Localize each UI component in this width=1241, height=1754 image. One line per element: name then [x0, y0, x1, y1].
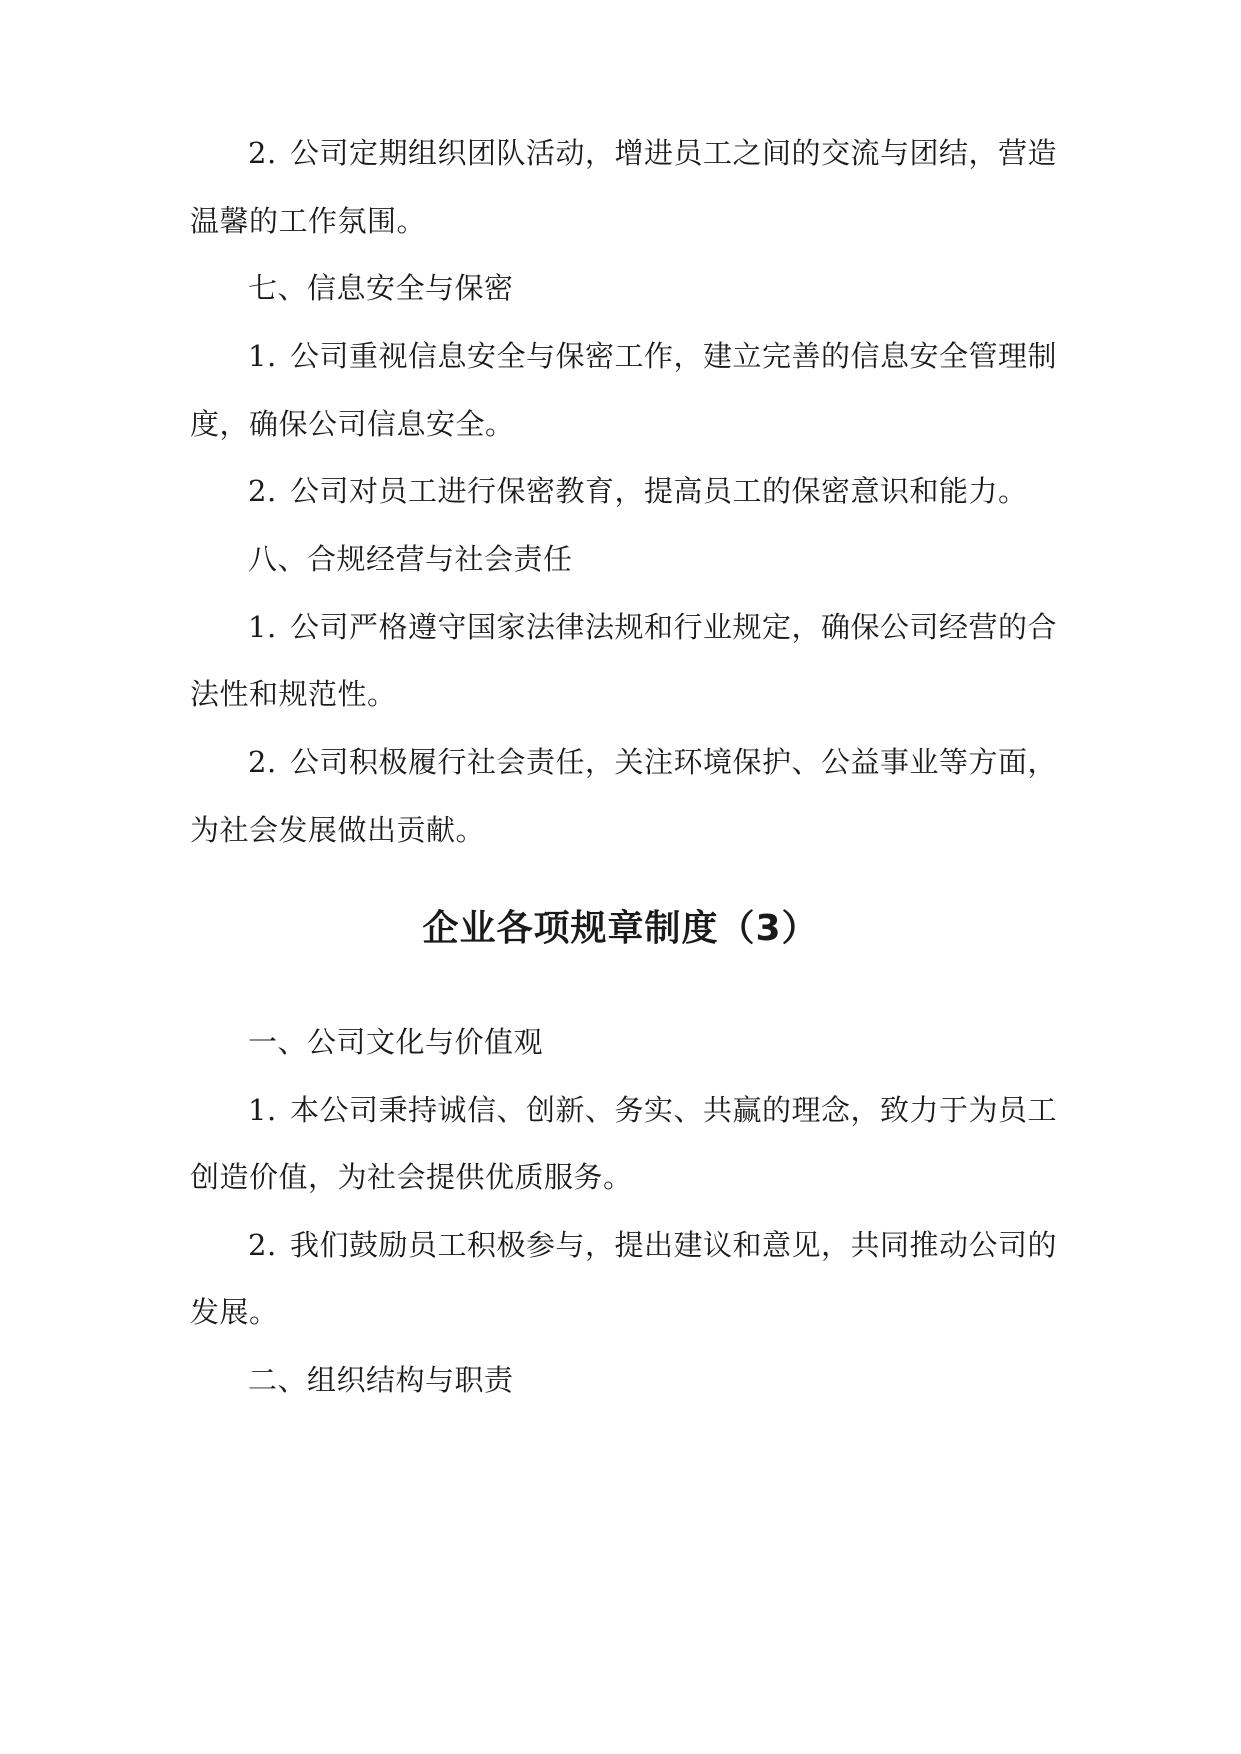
list-number: 1. — [248, 610, 277, 644]
document-title: 企业各项规章制度（3） — [422, 908, 819, 949]
paragraph-text: 公司定期组织团队活动，增进员工之间的交流与团结，营造 — [290, 136, 1058, 170]
paragraph-line: 发展。 — [190, 1295, 279, 1329]
list-number: 2. — [248, 745, 277, 779]
paragraph-line — [248, 607, 1058, 647]
paragraph-line — [248, 1225, 1058, 1265]
paragraph-text: 我们鼓励员工积极参与，提出建议和意见，共同推动公司的 — [290, 1228, 1058, 1262]
section-heading: 一、公司文化与价值观 — [248, 1025, 544, 1059]
paragraph-line: 温馨的工作氛围。 — [190, 204, 427, 238]
list-number: 2. — [248, 136, 277, 170]
paragraph-line: 度，确保公司信息安全。 — [190, 407, 515, 441]
list-number: 2. — [248, 474, 277, 508]
paragraph-text: 公司重视信息安全与保密工作，建立完善的信息安全管理制 — [290, 339, 1058, 373]
paragraph-line — [248, 336, 1058, 376]
paragraph-text: 公司对员工进行保密教育，提高员工的保密意识和能力。 — [290, 474, 1028, 508]
paragraph-line — [248, 1090, 1058, 1130]
list-number: 1. — [248, 1093, 277, 1127]
paragraph-line — [248, 742, 1058, 782]
paragraph-text: 公司严格遵守国家法律法规和行业规定，确保公司经营的合 — [290, 610, 1058, 644]
section-heading: 八、合规经营与社会责任 — [248, 542, 573, 576]
section-heading: 二、组织结构与职责 — [248, 1363, 514, 1397]
list-number: 2. — [248, 1228, 277, 1262]
paragraph-text: 公司积极履行社会责任，关注环境保护、公益事业等方面， — [290, 745, 1058, 779]
paragraph-line — [248, 133, 1058, 173]
paragraph-line: 创造价值，为社会提供优质服务。 — [190, 1160, 633, 1194]
paragraph-line: 为社会发展做出贡献。 — [190, 813, 486, 847]
section-heading: 七、信息安全与保密 — [248, 271, 514, 305]
paragraph-line — [248, 471, 1052, 511]
paragraph-text: 本公司秉持诚信、创新、务实、共赢的理念，致力于为员工 — [290, 1093, 1058, 1127]
paragraph-line: 法性和规范性。 — [190, 677, 397, 711]
list-number: 1. — [248, 339, 277, 373]
